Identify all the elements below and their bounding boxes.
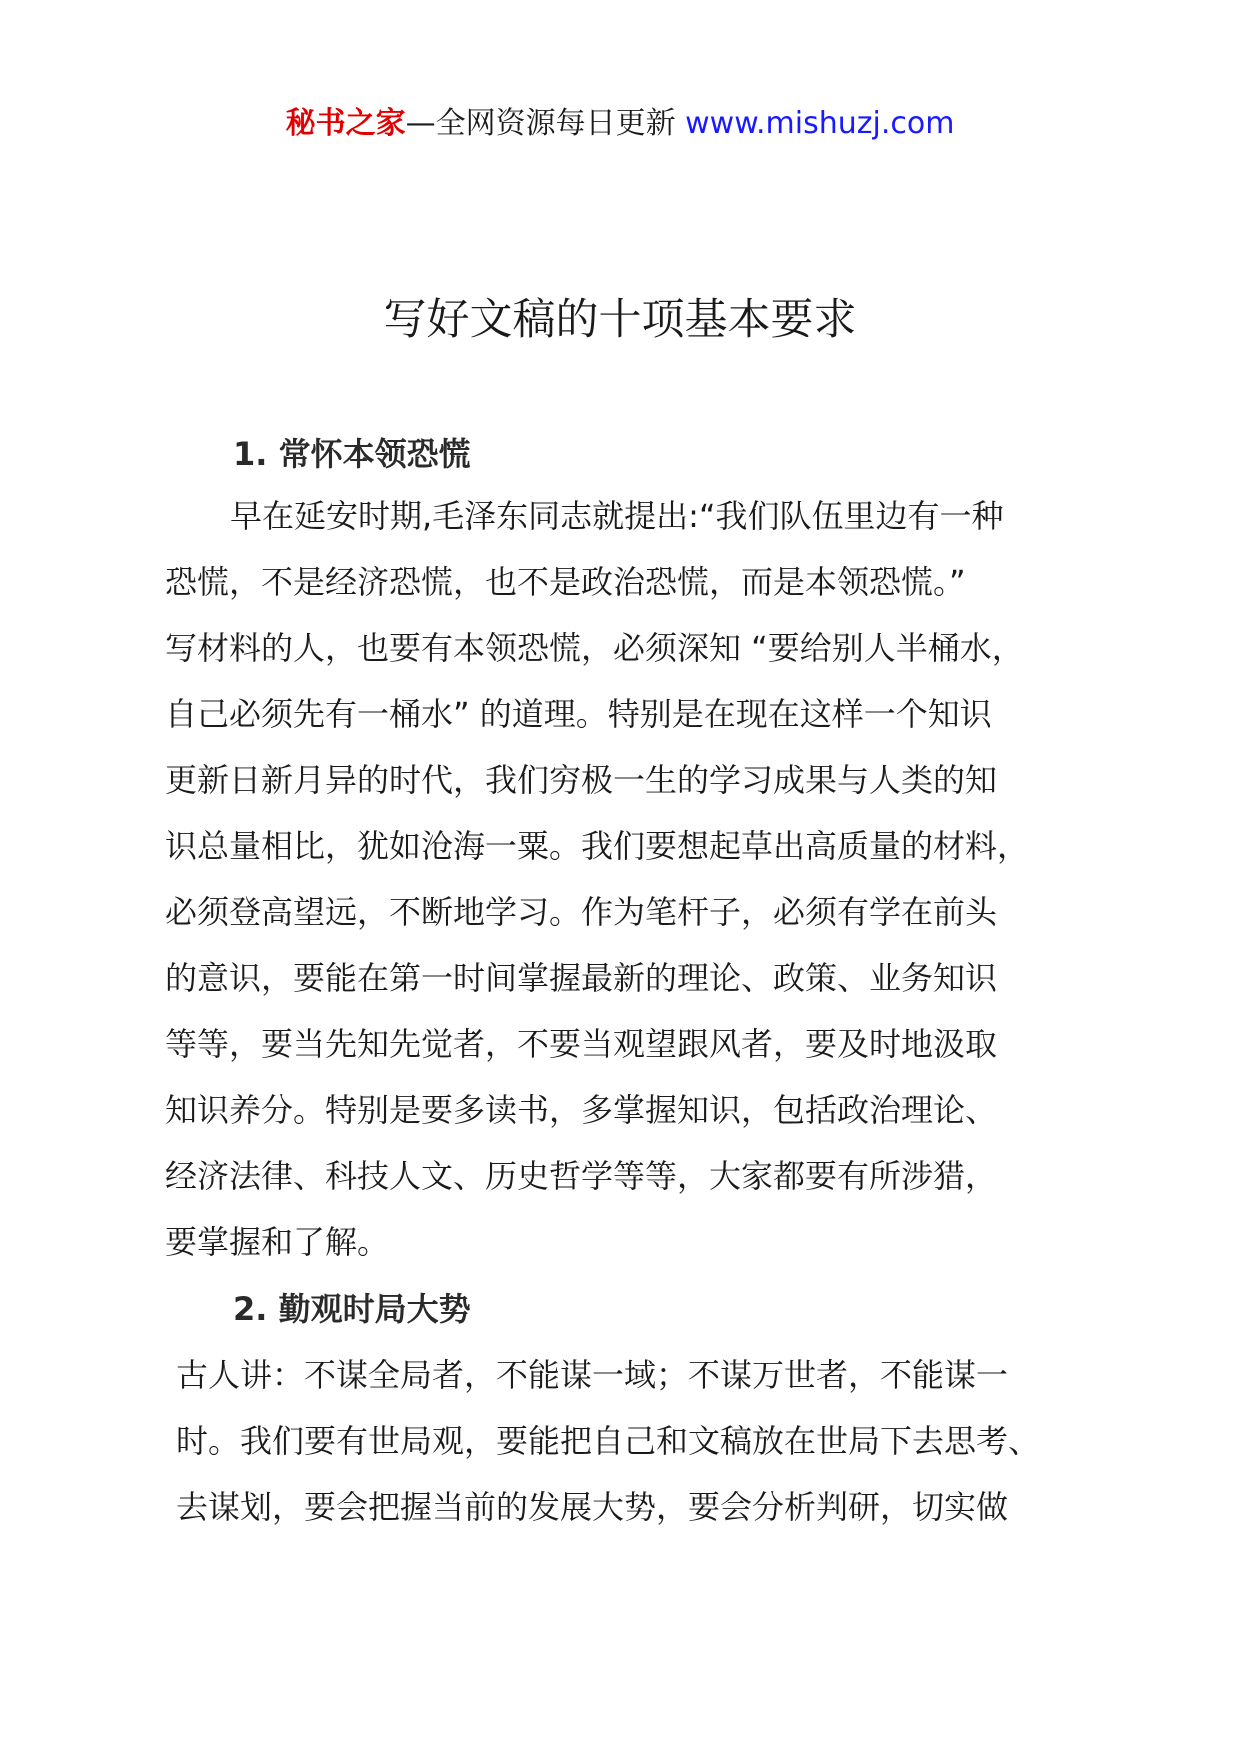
paragraph-line: 识总量相比，犹如沧海一粟。我们要想起草出高质量的材料， <box>165 827 1030 865</box>
document-title: 写好文稿的十项基本要求 <box>383 295 857 345</box>
paragraph-line: 的意识，要能在第一时间掌握最新的理论、政策、业务知识 <box>165 959 998 997</box>
site-url-link[interactable]: www.mishuzj.com <box>685 106 955 141</box>
site-tagline: —全网资源每日更新 <box>405 106 686 141</box>
site-header <box>0 104 1240 144</box>
site-brand: 秘书之家 <box>285 106 406 141</box>
paragraph-line: 恐慌，不是经济恐慌，也不是政治恐慌，而是本领恐慌。” <box>165 563 966 601</box>
paragraph-line: 更新日新月异的时代，我们穷极一生的学习成果与人类的知 <box>165 761 998 799</box>
paragraph-line: 自己必须先有一桶水” 的道理。特别是在现在这样一个知识 <box>165 695 992 733</box>
paragraph-line: 去谋划，要会把握当前的发展大势，要会分析判研，切实做 <box>176 1488 1009 1526</box>
paragraph-line: 要掌握和了解。 <box>165 1223 390 1261</box>
paragraph-line: 知识养分。特别是要多读书，多掌握知识，包括政治理论、 <box>165 1091 998 1129</box>
section-heading: 1. 常怀本领恐慌 <box>233 435 471 473</box>
paragraph-line: 必须登高望远，不断地学习。作为笔杆子，必须有学在前头 <box>165 893 998 931</box>
paragraph-line: 时。我们要有世局观，要能把自己和文稿放在世局下去思考、 <box>176 1422 1041 1460</box>
paragraph-line: 古人讲：不谋全局者，不能谋一域；不谋万世者，不能谋一 <box>176 1356 1009 1394</box>
section-heading: 2. 勤观时局大势 <box>233 1290 471 1328</box>
paragraph-line: 等等，要当先知先觉者，不要当观望跟风者，要及时地汲取 <box>165 1025 998 1063</box>
paragraph-line: 早在延安时期,毛泽东同志就提出:“我们队伍里边有一种 <box>230 497 1004 535</box>
paragraph-line: 经济法律、科技人文、历史哲学等等，大家都要有所涉猎， <box>165 1157 998 1195</box>
paragraph-line: 写材料的人，也要有本领恐慌，必须深知 “要给别人半桶水， <box>165 629 1024 667</box>
